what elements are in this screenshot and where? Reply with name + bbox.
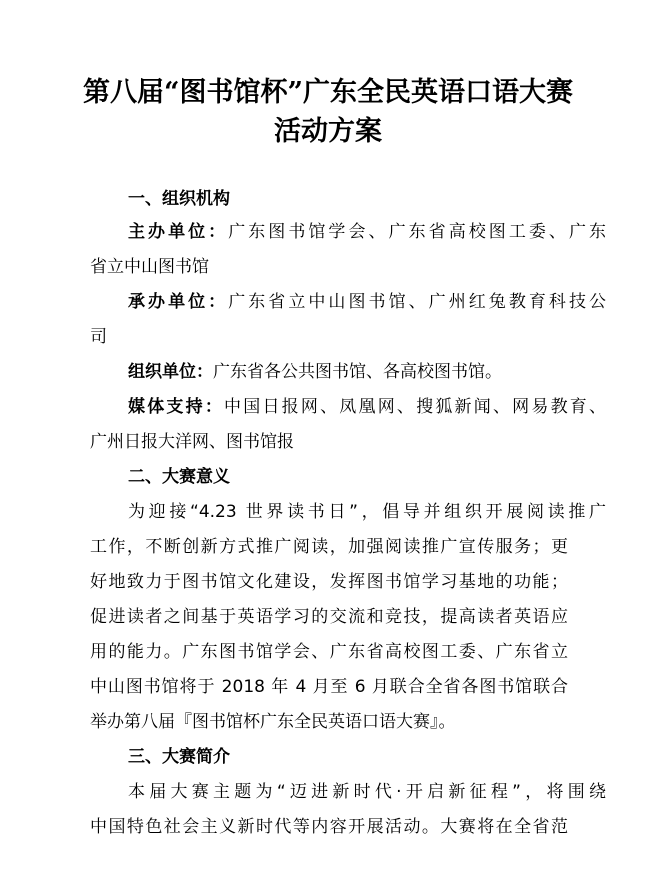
organizer-unit-text: 广东省立中山图书馆、广州红兔教育科技公 — [228, 292, 607, 312]
significance-paragraph-line-5: 用的能力。广东图书馆学会、广东省高校图工委、广东省立 — [90, 642, 568, 662]
significance-paragraph-line-7: 举办第八届『图书馆杯广东全民英语口语大赛』。 — [90, 712, 456, 732]
media-support-text: 中国日报网、凤凰网、搜狐新闻、网易教育、 — [224, 397, 607, 417]
significance-paragraph-line-1: 为迎接“4.23 世界读书日”，倡导并组织开展阅读推广 — [128, 502, 606, 522]
significance-paragraph-line-6: 中山图书馆将于 2018 年 4 月至 6 月联合全省各图书馆联合 — [90, 677, 568, 697]
media-support-line-1 — [128, 389, 606, 425]
organizer-unit-line-2: 司 — [90, 327, 107, 347]
introduction-paragraph-line-2: 中国特色社会主义新时代等内容开展活动。大赛将在全省范 — [90, 817, 568, 837]
section-heading-organization: 一、组织机构 — [128, 189, 230, 209]
significance-paragraph-line-2: 工作，不断创新方式推广阅读，加强阅读推广宣传服务；更 — [90, 537, 568, 557]
media-support-line-2: 广州日报大洋网、图书馆报 — [90, 432, 294, 452]
organizing-unit-text: 广东省各公共图书馆、各高校图书馆。 — [213, 362, 502, 382]
document-title-line-1: 第八届“图书馆杯”广东全民英语口语大赛 — [82, 77, 574, 108]
document-title-line-2: 活动方案 — [274, 116, 382, 147]
section-heading-significance: 二、大赛意义 — [128, 467, 230, 487]
host-unit-text: 广东图书馆学会、广东省高校图工委、广东 — [228, 222, 607, 242]
organizer-unit-label: 承办单位： — [128, 292, 229, 312]
host-unit-line-2: 省立中山图书馆 — [90, 257, 209, 277]
organizing-unit-line — [128, 354, 606, 390]
organizer-unit-line-1 — [128, 284, 606, 320]
section-heading-introduction: 三、大赛简介 — [128, 747, 230, 767]
introduction-paragraph-line-1: 本届大赛主题为“迈进新时代·开启新征程”，将围绕 — [128, 782, 606, 802]
significance-paragraph-line-3: 好地致力于图书馆文化建设，发挥图书馆学习基地的功能； — [90, 572, 568, 592]
host-unit-line-1 — [128, 214, 606, 250]
host-unit-label: 主办单位： — [128, 222, 229, 242]
organizing-unit-label: 组织单位： — [128, 362, 213, 382]
significance-paragraph-line-4: 促进读者之间基于英语学习的交流和竞技，提高读者英语应 — [90, 607, 568, 627]
media-support-label: 媒体支持： — [128, 397, 225, 417]
